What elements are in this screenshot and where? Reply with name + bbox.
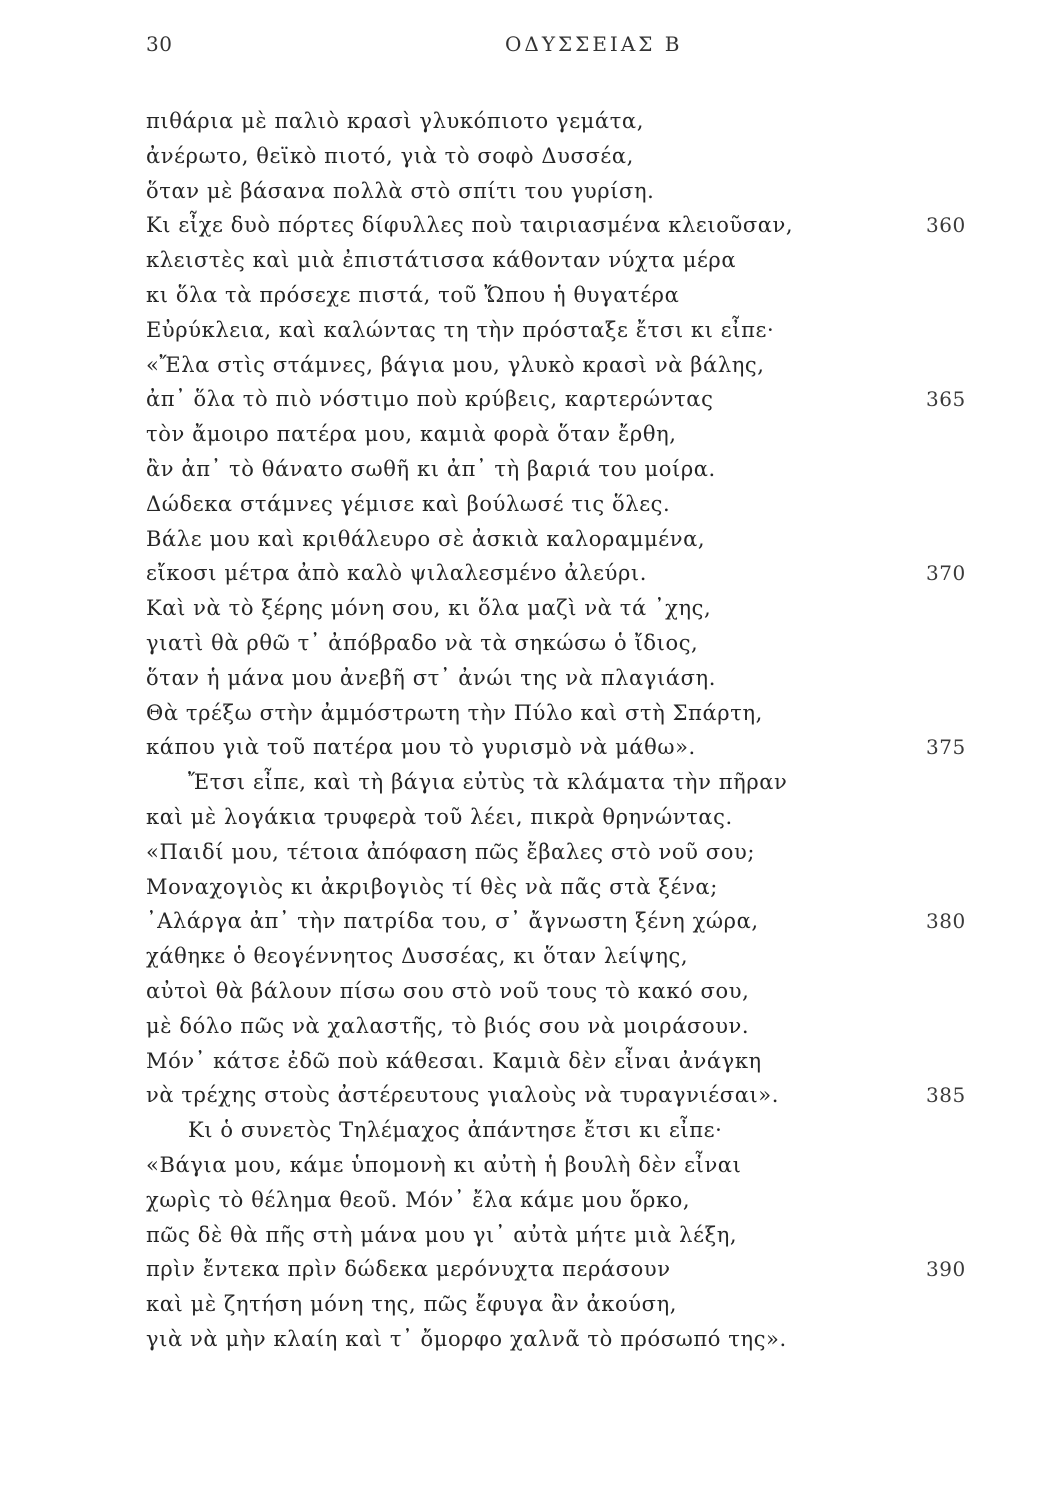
verse-line [0, 452, 1062, 487]
verse-line [0, 835, 1062, 870]
verse-text: χωρὶς τὸ θέλημα θεοῦ. Μόν᾽ ἔλα κάμε μου ὅρκο, [146, 1187, 691, 1212]
verse-line [0, 1009, 1062, 1044]
verse-text: νὰ τρέχης στοὺς ἀστέρευτους γιαλοὺς νὰ τυραγνιέσαι». [146, 1083, 780, 1108]
line-number: 390 [926, 1257, 966, 1282]
verse-line [0, 556, 1062, 591]
verse-text: ἀπ᾽ ὅλα τὸ πιὸ νόστιμο ποὺ κρύβεις, καρτερώντας [146, 387, 714, 412]
verse-text: γιατὶ θὰ ρθῶ τ᾽ ἀπόβραδο νὰ τὰ σηκώσω ὁ ἴδιος, [146, 630, 699, 655]
verse-text: αὐτοὶ θὰ βάλουν πίσω σου στὸ νοῦ τους τὸ κακό σου, [146, 978, 750, 1003]
verse-text: «Παιδί μου, τέτοια ἀπόφαση πῶς ἔβαλες στὸ νοῦ σου; [146, 839, 756, 864]
page-header [0, 32, 1062, 62]
verse-line [0, 382, 1062, 417]
verse-text: καὶ μὲ λογάκια τρυφερὰ τοῦ λέει, πικρὰ θρηνώντας. [146, 804, 733, 829]
line-number: 365 [926, 387, 966, 412]
verse-text: ἀνέρωτο, θεϊκὸ πιοτό, γιὰ τὸ σοφὸ Δυσσέα, [146, 143, 634, 168]
verse-line [0, 730, 1062, 765]
verse-line [0, 1183, 1062, 1218]
verse-text: γιὰ νὰ μὴν κλαίη καὶ τ᾽ ὄμορφο χαλνᾶ τὸ πρόσωπό της». [146, 1326, 787, 1351]
verse-line [0, 1287, 1062, 1322]
verse-line [0, 208, 1062, 243]
line-number: 370 [926, 561, 966, 586]
verse-text: μὲ δόλο πῶς νὰ χαλαστῆς, τὸ βιός σου νὰ μοιράσουν. [146, 1013, 750, 1038]
verse-text: Καὶ νὰ τὸ ξέρης μόνη σου, κι ὅλα μαζὶ νὰ τά ᾽χης, [146, 596, 712, 621]
verse-line [0, 939, 1062, 974]
verse-text: Μοναχογιὸς κι ἀκριβογιὸς τί θὲς νὰ πᾶς στὰ ξένα; [146, 874, 718, 899]
verse-line [0, 243, 1062, 278]
verse-text: Ἔτσι εἶπε, καὶ τὴ βάγια εὐτὺς τὰ κλάματα τὴν πῆραν [188, 770, 788, 795]
verse-line [0, 417, 1062, 452]
verse-line [0, 1148, 1062, 1183]
verse-text: «Βάγια μου, κάμε ὑπομονὴ κι αὐτὴ ἡ βουλὴ δὲν εἶναι [146, 1152, 742, 1177]
verse-text: ὅταν μὲ βάσανα πολλὰ στὸ σπίτι του γυρίση. [146, 178, 655, 203]
verse-line [0, 348, 1062, 383]
page-number: 30 [146, 32, 173, 56]
verse-text: κι ὅλα τὰ πρόσεχε πιστά, τοῦ Ὤπου ἡ θυγατέρα [146, 282, 680, 307]
line-number: 385 [926, 1083, 966, 1108]
verse-line [0, 974, 1062, 1009]
verse-text: πιθάρια μὲ παλιὸ κρασὶ γλυκόπιοτο γεμάτα, [146, 109, 644, 133]
verse-text: Βάλε μου καὶ κριθάλευρο σὲ ἀσκιὰ καλοραμμένα, [146, 526, 706, 551]
verse-line [0, 174, 1062, 209]
verse-line [0, 1322, 1062, 1357]
verse-text: ᾽Αλάργα ἀπ᾽ τὴν πατρίδα του, σ᾽ ἄγνωστη ξένη χώρα, [146, 909, 759, 934]
verse-line [0, 870, 1062, 905]
verse-line [0, 104, 1062, 139]
verse-text: Κι εἶχε δυὸ πόρτες δίφυλλες ποὺ ταιριασμένα κλειοῦσαν, [146, 213, 794, 238]
verse-line [0, 1218, 1062, 1253]
verse-text: Εὐρύκλεια, καὶ καλώντας τη τὴν πρόσταξε ἔτσι κι εἶπε· [146, 317, 775, 342]
verse-text: Μόν᾽ κάτσε ἐδῶ ποὺ κάθεσαι. Καμιὰ δὲν εἶναι ἀνάγκη [146, 1048, 762, 1073]
verse-text: εἴκοσι μέτρα ἀπὸ καλὸ ψιλαλεσμένο ἀλεύρι. [146, 561, 648, 586]
verse-line [0, 765, 1062, 800]
verse-text: Δώδεκα στάμνες γέμισε καὶ βούλωσέ τις ὅλες. [146, 491, 671, 516]
line-number: 375 [926, 735, 966, 760]
verse-line [0, 278, 1062, 313]
verse-line [0, 591, 1062, 626]
verse-line [0, 904, 1062, 939]
verse-line [0, 1044, 1062, 1079]
verse-line [0, 1252, 1062, 1287]
running-title: ΟΔΥΣΣΕΙΑΣ Β [505, 32, 683, 56]
verse-line [0, 661, 1062, 696]
verse-text: πῶς δὲ θὰ πῆς στὴ μάνα μου γι᾽ αὐτὰ μήτε μιὰ λέξη, [146, 1222, 738, 1247]
verse-text: Κι ὁ συνετὸς Τηλέμαχος ἀπάντησε ἔτσι κι εἶπε· [188, 1118, 723, 1143]
verse-text: πρὶν ἔντεκα πρὶν δώδεκα μερόνυχτα περάσουν [146, 1257, 671, 1282]
verse-line [0, 626, 1062, 661]
line-number: 360 [926, 213, 966, 238]
verse-line [0, 1113, 1062, 1148]
verse-line [0, 313, 1062, 348]
verse-text: Θὰ τρέξω στὴν ἀμμόστρωτη τὴν Πύλο καὶ στὴ Σπάρτη, [146, 700, 763, 725]
verse-line [0, 1078, 1062, 1113]
verse-line [0, 139, 1062, 174]
verse-text: «Ἔλα στὶς στάμνες, βάγια μου, γλυκὸ κρασὶ νὰ βάλης, [146, 352, 765, 377]
verse-text: ἂν ἀπ᾽ τὸ θάνατο σωθῆ κι ἀπ᾽ τὴ βαριά του μοίρα. [146, 456, 716, 481]
verse-text: κλειστὲς καὶ μιὰ ἐπιστάτισσα κάθονταν νύχτα μέρα [146, 248, 737, 273]
verse-line [0, 522, 1062, 557]
verse-text: τὸν ἄμοιρο πατέρα μου, καμιὰ φορὰ ὅταν ἔρθη, [146, 422, 677, 447]
verse-line [0, 800, 1062, 835]
verse-text: χάθηκε ὁ θεογέννητος Δυσσέας, κι ὅταν λείψης, [146, 944, 689, 969]
line-number: 380 [926, 909, 966, 934]
verse-text: κάπου γιὰ τοῦ πατέρα μου τὸ γυρισμὸ νὰ μάθω». [146, 735, 696, 760]
verse-line [0, 696, 1062, 731]
verse-text: ὅταν ἡ μάνα μου ἀνεβῆ στ᾽ ἀνώι της νὰ πλαγιάση. [146, 665, 716, 690]
verse-block [0, 104, 1062, 1357]
verse-text: καὶ μὲ ζητήση μόνη της, πῶς ἔφυγα ἂν ἀκούση, [146, 1292, 678, 1317]
verse-line [0, 487, 1062, 522]
